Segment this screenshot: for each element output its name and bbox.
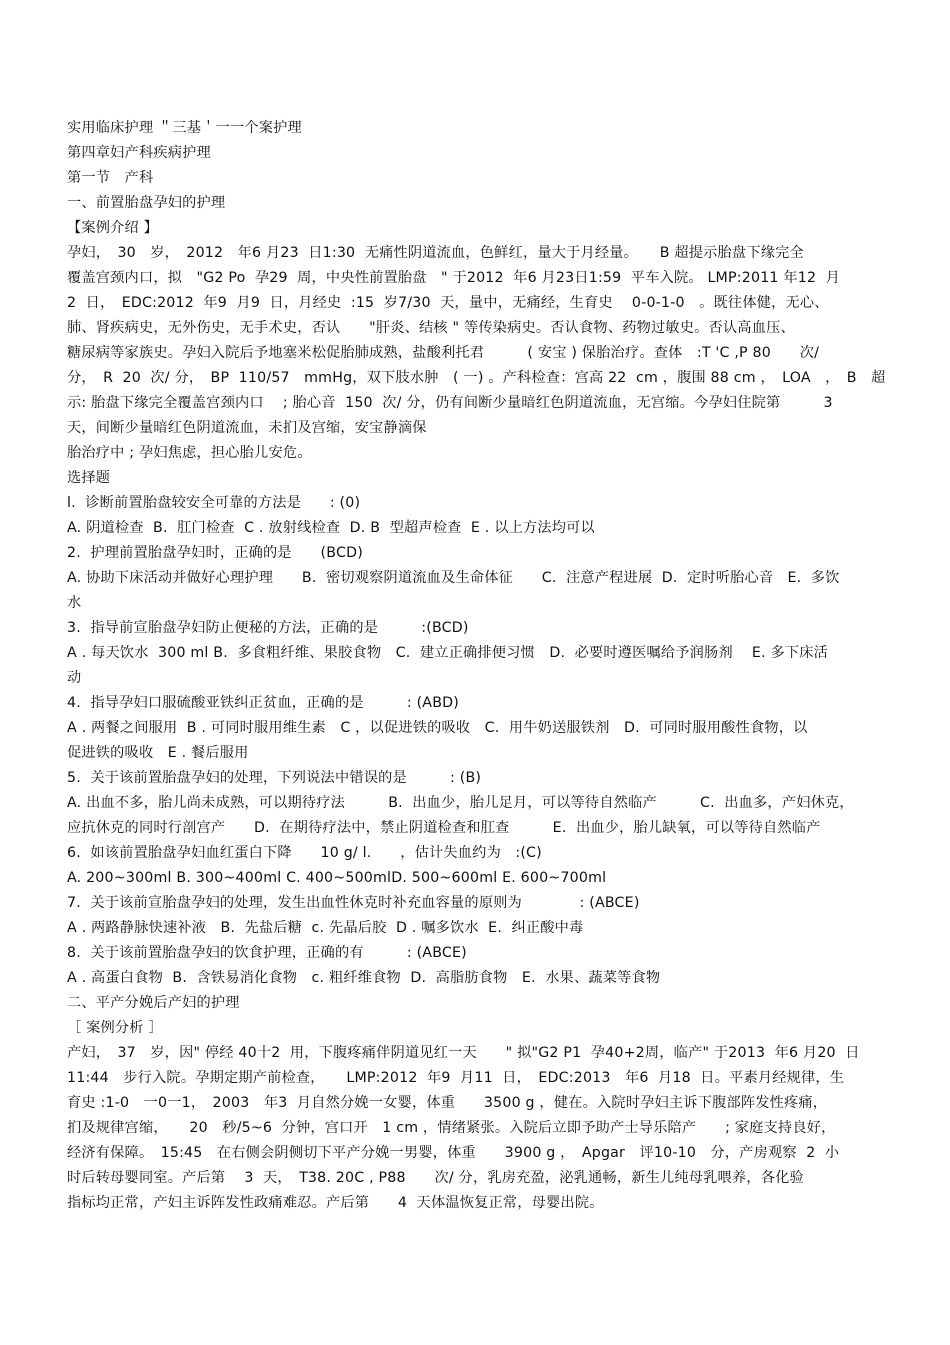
options-line: A. 阴道检查 B. 肛门检查 C . 放射线检查 D. B 型超声检查 E . 以上方法均可以 bbox=[67, 520, 595, 536]
case-text-line: 孕妇， 30 岁， 2012 年6 月23 日1:30 无痛性阴道流血，色鲜红，量大于月经量。 B 超提示胎盘下缘完全 bbox=[67, 245, 804, 261]
case-text-line: 示: 胎盘下缘完全覆盖宫颈内口 ; 胎心音 150 次/ 分，仍有间断少量暗红色阴道流血，无宫缩。今孕妇住院第 3 bbox=[67, 395, 833, 411]
case-text-line: 胎治疗中 ; 孕妇焦虑，担心胎儿安危。 bbox=[67, 445, 312, 461]
options-line: A. 200~300ml B. 300~400ml C. 400~500mlD. 500~600ml E. 600~700ml bbox=[67, 870, 607, 886]
options-line: A . 每天饮水 300 ml B. 多食粗纤维、果胶食物 C. 建立正确排便习惯 D. 必要时遵医嘱给予润肠剂 E. 多下床活 bbox=[67, 645, 829, 661]
options-line: 应抗休克的同时行剖宫产 D. 在期待疗法中，禁止阴道检查和肛查 E. 出血少，胎儿缺氧，可以等待自然临产 bbox=[67, 820, 821, 836]
section-heading: 第一节 产科 bbox=[67, 170, 154, 186]
options-line: A. 协助下床活动并做好心理护理 B. 密切观察阴道流血及生命体征 C. 注意产程进展 D. 定时听胎心音 E. 多饮 bbox=[67, 570, 840, 586]
case-text-line: 经济有保障。 15:45 在右侧会阴侧切下平产分娩一男婴，体重 3900 g ， Apgar 评10-10 分，产房观察 2 小 bbox=[67, 1145, 840, 1161]
options-line: A . 高蛋白食物 B. 含铁易消化食物 c. 粗纤维食物 D. 高脂肪食物 E. 水果、蔬菜等食物 bbox=[67, 970, 661, 986]
case-text-line: 肺、肾疾病史，无外伤史，无手术史，否认 "肝炎、结核 " 等传染病史。否认食物、药物过敏史。否认高血压、 bbox=[67, 320, 795, 336]
options-line: 动 bbox=[67, 670, 82, 686]
questions-heading: 选择题 bbox=[67, 470, 111, 486]
options-line: 水 bbox=[67, 595, 82, 611]
subsection-heading: 一、前置胎盘孕妇的护理 bbox=[67, 195, 226, 211]
question-line: 8. 关于该前置胎盘孕妇的饮食护理，正确的有 : (ABCE) bbox=[67, 945, 467, 961]
case-text-line: 2 日， EDC:2012 年9 月9 日，月经史 :15 岁7/30 天，量中，无痛经，生育史 0-0-1-0 。既往体健，无心、 bbox=[67, 295, 829, 311]
chapter-heading: 第四章妇产科疾病护理 bbox=[67, 145, 211, 161]
case-text-line: 11:44 步行入院。孕期定期产前检查， LMP:2012 年9 月11 日， EDC:2013 年6 月18 日。平素月经规律，生 bbox=[67, 1070, 845, 1086]
doc-title-line: 实用临床护理 ＂三基＇一一个案护理 bbox=[67, 120, 302, 136]
options-line: A . 两餐之间服用 B . 可同时服用维生素 C ，以促进铁的吸收 C. 用牛奶送服铁剂 D. 可同时服用酸性食物，以 bbox=[67, 720, 808, 736]
question-line: 6. 如该前置胎盘孕妇血红蛋白下降 10 g/ l. ，估计失血约为 :(C) bbox=[67, 845, 542, 861]
case-intro-label: 【案例介绍 】 bbox=[67, 220, 159, 236]
options-line: 促进铁的吸收 E . 餐后服用 bbox=[67, 745, 249, 761]
case-text-line: 育史 :1-0 一0一1， 2003 年3 月自然分娩一女婴，体重 3500 g ，健在。入院时孕妇主诉下腹部阵发性疼痛， bbox=[67, 1095, 828, 1111]
question-line: 3. 指导前宣胎盘孕妇防止便秘的方法，正确的是 :(BCD) bbox=[67, 620, 469, 636]
case-text-line: 天，间断少量暗红色阴道流血，未扪及宫缩，安宝静滴保 bbox=[67, 420, 427, 436]
case-text-line: 覆盖宫颈内口，拟 "G2 Po 孕29 周，中央性前置胎盘 " 于2012 年6 月23日1:59 平车入院。 LMP:2011 年12 月 bbox=[67, 270, 841, 286]
case-text-line: 指标均正常，产妇主诉阵发性政痛难忍。产后第 4 天体温恢复正常，母婴出院。 bbox=[67, 1195, 604, 1211]
question-line: 4. 指导孕妇口服硫酸亚铁纠正贫血，正确的是 : (ABD) bbox=[67, 695, 460, 711]
case-analysis-label: ［ 案例分析 ］ bbox=[67, 1020, 163, 1036]
options-line: A . 两路静脉快速补液 B. 先盐后糖 c. 先晶后胶 D . 嘱多饮水 E. 纠正酸中毒 bbox=[67, 920, 584, 936]
subsection-heading: 二、平产分娩后产妇的护理 bbox=[67, 995, 240, 1011]
question-line: 2. 护理前置胎盘孕妇时，正确的是 (BCD) bbox=[67, 545, 363, 561]
case-text-line: 时后转母婴同室。产后第 3 天， T38. 20C , P88 次/ 分，乳房充盈，泌乳通畅，新生儿纯母乳喂养，各化验 bbox=[67, 1170, 804, 1186]
case-text-line: 产妇， 37 岁，因" 停经 40十2 用，下腹疼痛伴阴道见红一天 " 拟"G2 P1 孕40+2周，临产" 于2013 年6 月20 日 bbox=[67, 1045, 860, 1061]
question-line: l. 诊断前置胎盘较安全可靠的方法是 : (0) bbox=[67, 495, 361, 511]
question-line: 5. 关于该前置胎盘孕妇的处理，下列说法中错误的是 : (B) bbox=[67, 770, 482, 786]
case-text-line: 扪及规律宫缩， 20 秒/5~6 分钟，宫口开 1 cm ，情绪紧张。入院后立即予助产士导乐陪产 ; 家庭支持良好， bbox=[67, 1120, 836, 1136]
case-text-line: 分， R 20 次/ 分， BP 110/57 mmHg，双下肢水肿 ( 一) 。产科检查：宫高 22 cm ，腹围 88 cm ， LOA ， B 超 bbox=[67, 370, 886, 386]
question-line: 7. 关于该前宣胎盘孕妇的处理，发生出血性休克时补充血容量的原则为 : (ABCE) bbox=[67, 895, 640, 911]
case-text-line: 糖尿病等家族史。孕妇入院后予地塞米松促胎肺成熟，盐酸利托君 ( 安宝 ) 保胎治疗。查体 :T 'C ,P 80 次/ bbox=[67, 345, 820, 361]
options-line: A. 出血不多，胎儿尚未成熟，可以期待疗法 B. 出血少，胎儿足月，可以等待自然临产 C. 出血多，产妇休克， bbox=[67, 795, 854, 811]
